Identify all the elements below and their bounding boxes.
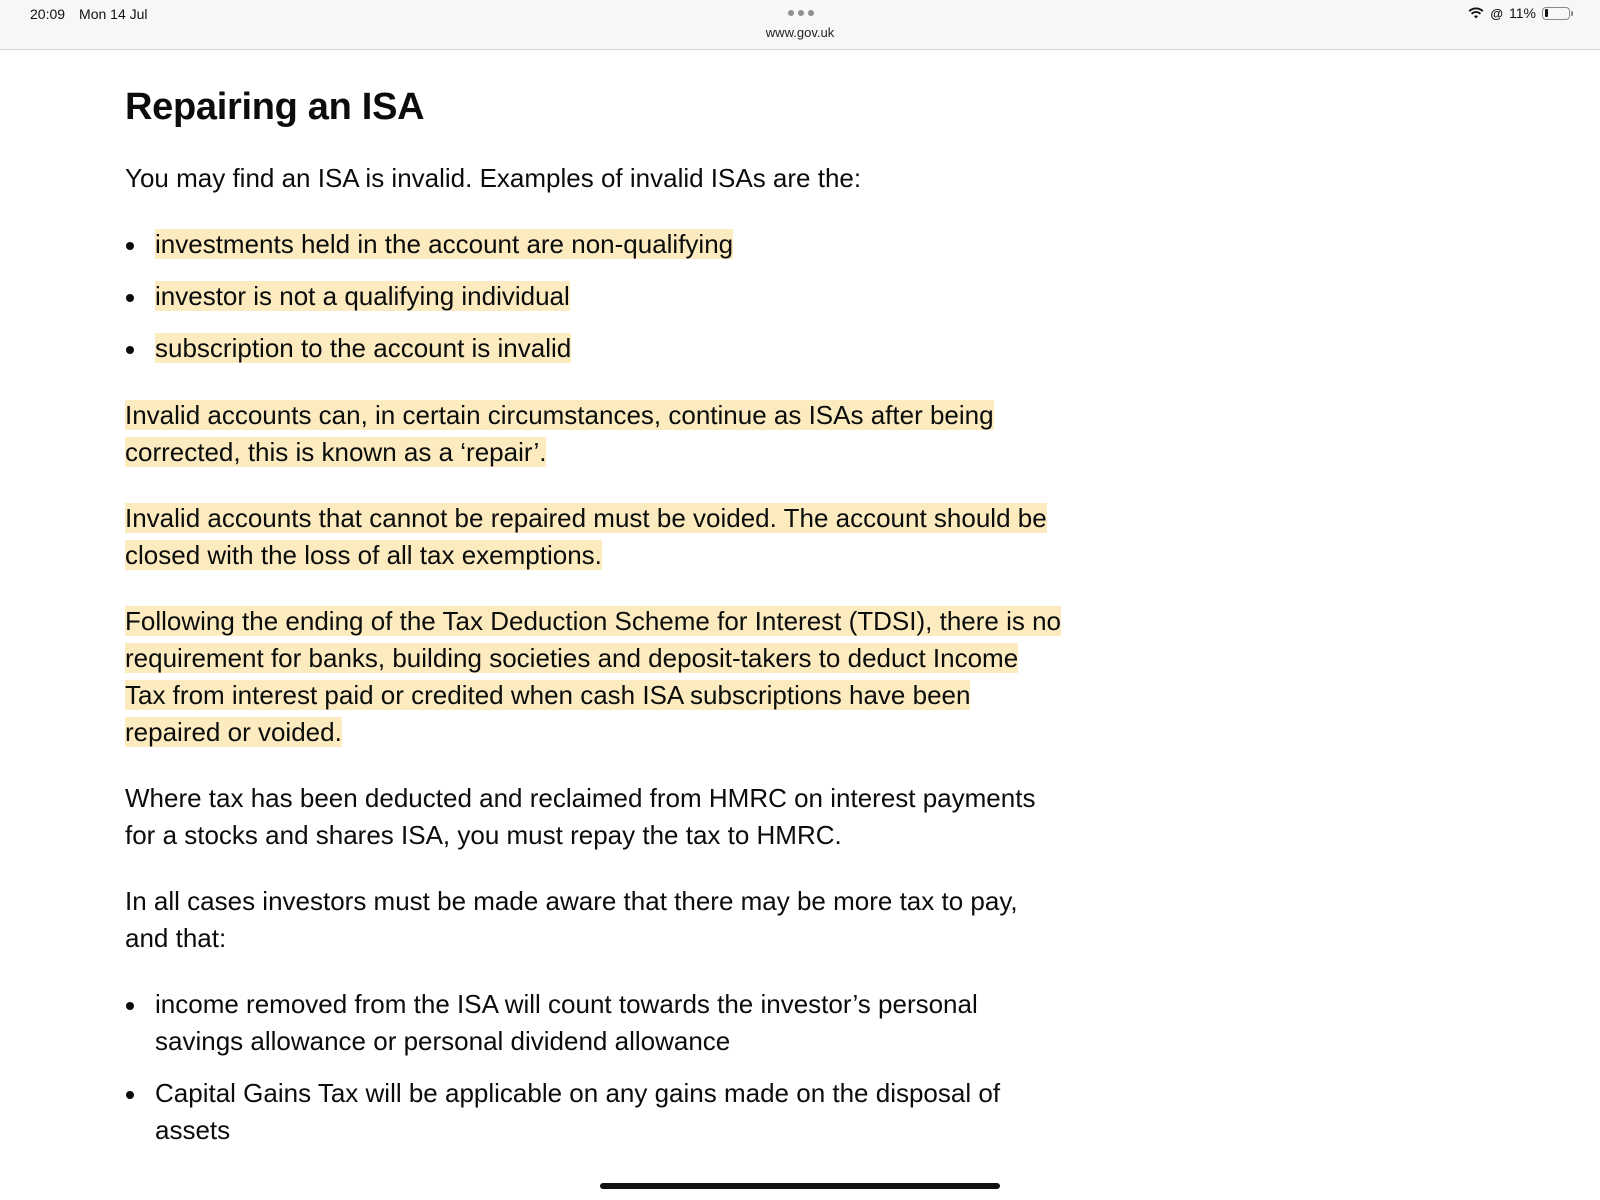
more-dots-icon[interactable] bbox=[788, 10, 814, 16]
list-item bbox=[125, 330, 1065, 367]
wifi-icon bbox=[1468, 6, 1484, 20]
aware-paragraph: In all cases investors must be made aware that there may be more tax to pay, and that: bbox=[125, 886, 1018, 953]
void-paragraph bbox=[125, 500, 1065, 574]
page-title: Repairing an ISA bbox=[125, 86, 425, 128]
repay-paragraph: Where tax has been deducted and reclaimed from HMRC on interest payments for a stocks and shares ISA, you must repay the tax to HMRC. bbox=[125, 783, 1036, 850]
highlighted-text: subscription to the account is invalid bbox=[155, 333, 572, 363]
battery-icon bbox=[1542, 7, 1570, 20]
orientation-lock-icon: @ bbox=[1490, 5, 1504, 21]
list-item bbox=[125, 226, 1065, 263]
highlighted-text: investments held in the account are non-qualifying bbox=[155, 229, 734, 259]
status-indicators bbox=[1468, 5, 1570, 21]
highlighted-text: investor is not a qualifying individual bbox=[155, 281, 570, 311]
tdsi-paragraph bbox=[125, 603, 1065, 751]
list-item: income removed from the ISA will count towards the investor’s personal savings allowance or personal dividend allowance bbox=[125, 986, 1065, 1060]
browser-status-bar bbox=[0, 0, 1600, 50]
status-clock bbox=[30, 6, 148, 22]
highlighted-text: Invalid accounts can, in certain circumstances, continue as ISAs after being corrected, this is known as a ‘repair’. bbox=[125, 400, 994, 467]
home-indicator[interactable] bbox=[600, 1183, 1000, 1189]
repair-paragraph bbox=[125, 397, 1065, 471]
intro-paragraph: You may find an ISA is invalid. Examples of invalid ISAs are the: bbox=[125, 163, 862, 193]
url-bar[interactable]: www.gov.uk bbox=[765, 25, 835, 40]
status-time: 20:09 bbox=[30, 6, 66, 22]
status-date: Mon 14 Jul bbox=[79, 6, 148, 22]
list-item bbox=[125, 278, 1065, 315]
highlighted-text: Invalid accounts that cannot be repaired must be voided. The account should be closed with the loss of all tax exemptions. bbox=[125, 503, 1047, 570]
consequences-list bbox=[125, 986, 1065, 1149]
invalid-examples-list bbox=[125, 226, 1065, 367]
article-content bbox=[125, 84, 1065, 1179]
battery-percent: 11% bbox=[1509, 5, 1536, 21]
highlighted-text: Following the ending of the Tax Deduction Scheme for Interest (TDSI), there is no requirement for banks, building societies and deposit-takers to deduct Income Tax from interest paid or credited when cash ISA subscriptions have been repaired or voided. bbox=[125, 606, 1061, 747]
list-item: Capital Gains Tax will be applicable on any gains made on the disposal of assets bbox=[125, 1075, 1065, 1149]
